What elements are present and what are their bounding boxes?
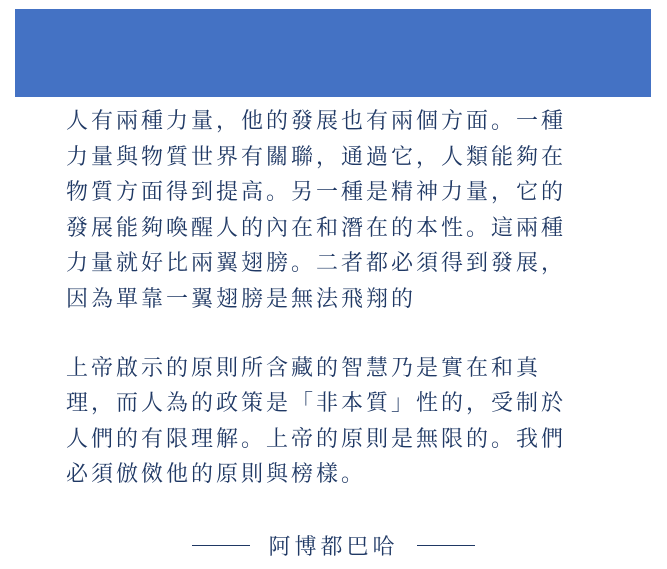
signature-author: 阿博都巴哈 [268,535,399,560]
signature-line [0,530,667,561]
header-banner [15,9,651,97]
quote-paragraph-1: 人有兩種力量，他的發展也有兩個方面。一種 力量與物質世界有關聯，通過它，人類能夠在 物質方面得到提高。另一種是精神力量，它的 發展能夠喚醒人的內在和潛在的本性。這兩種 力量就好比兩翼翅膀。二者都必須得到發展， 因為單靠一翼翅膀是無法飛翔的 [66,109,567,312]
quote-body [66,104,626,493]
quote-paragraph-2: 上帝啟示的原則所含藏的智慧乃是實在和真 理，而人為的政策是「非本質」性的，受制於 人們的有限理解。上帝的原則是無限的。我們 必須倣傚他的原則與榜樣。 [66,355,567,488]
signature-right-rule [417,545,475,546]
signature-left-rule [192,545,250,546]
